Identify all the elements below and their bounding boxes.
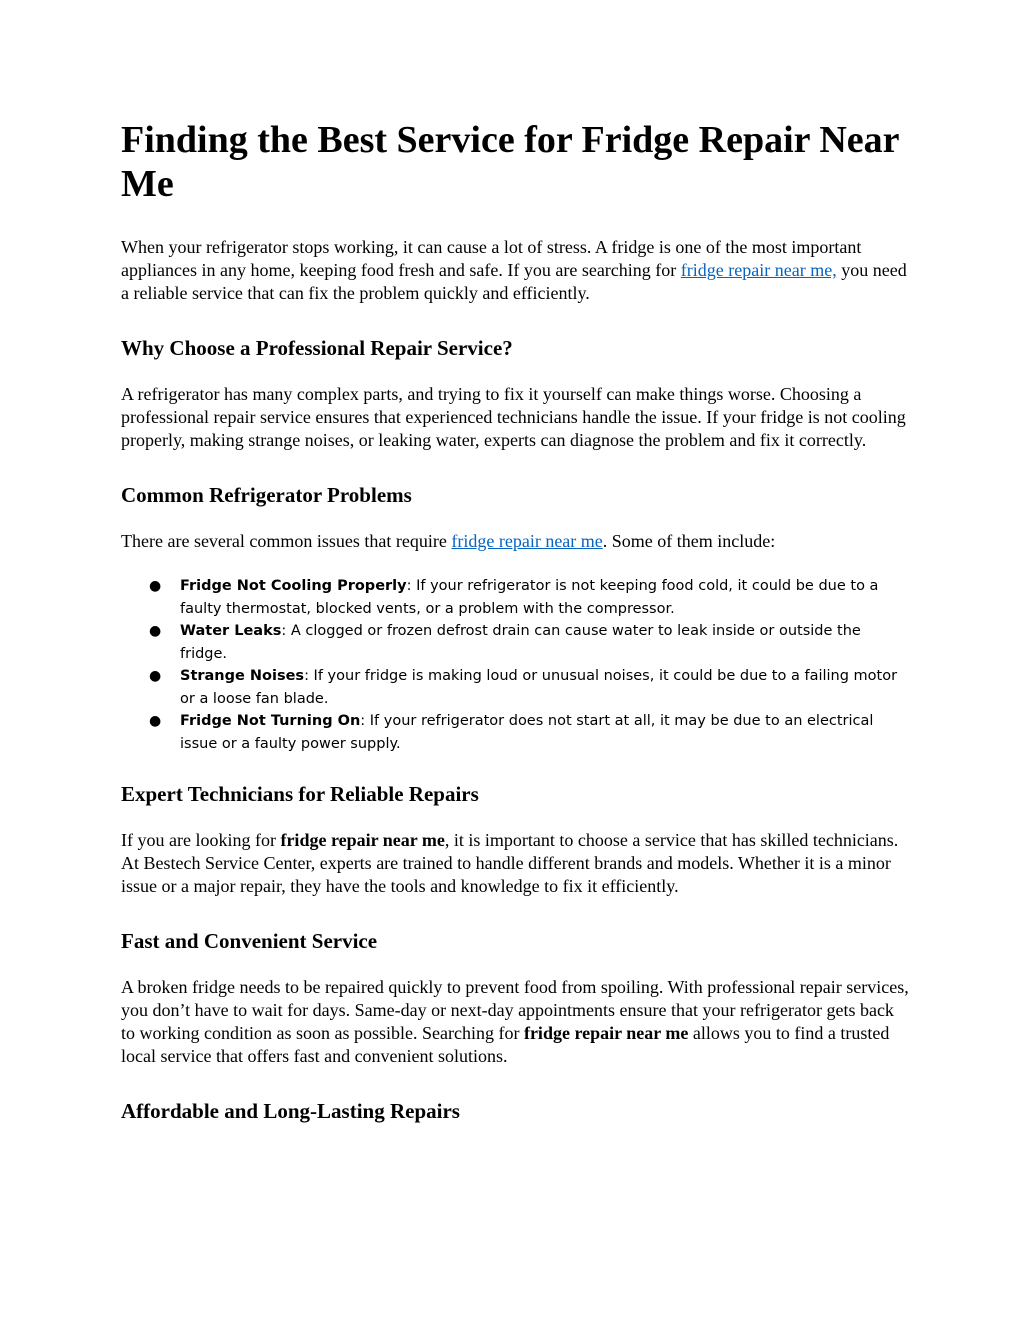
common-problems-intro xyxy=(121,530,911,553)
intro-fridge-repair-link[interactable]: fridge repair near me, xyxy=(680,260,837,280)
expert-paragraph xyxy=(121,829,911,898)
list-item-term: Water Leaks xyxy=(180,623,282,639)
expert-text-end: , it is important to choose a service that has skilled technicians. At Bestech Service Center, experts are trained to handle different brands and models. Whether it is a minor issue or a major repair, they have the tools and knowledge to fix it efficiently. xyxy=(121,830,899,896)
list-item xyxy=(121,665,911,710)
heading-expert-technicians: Expert Technicians for Reliable Repairs xyxy=(121,782,479,806)
fast-text-start: A broken fridge needs to be repaired quickly to prevent food from spoiling. With professional repair services, you don’t have to wait for days. Same-day or next-day appointments ensure that your refrigerator gets back to working condition as soon as possible. Searching for xyxy=(121,977,909,1043)
list-item-term: Fridge Not Cooling Properly xyxy=(180,578,407,594)
common-text-end: . Some of them include: xyxy=(602,531,776,551)
heading-common-problems: Common Refrigerator Problems xyxy=(121,483,412,507)
heading-affordable-repairs: Affordable and Long-Lasting Repairs xyxy=(121,1099,460,1123)
common-fridge-repair-link[interactable]: fridge repair near me xyxy=(451,531,603,551)
why-choose-paragraph: A refrigerator has many complex parts, and trying to fix it yourself can make things worse. Choosing a professional repair service ensures that experienced technicians handle the issue. If your fridge is not cooling properly, making strange noises, or leaking water, experts can diagnose the problem and fix it correctly. xyxy=(121,384,906,450)
common-text-start: There are several common issues that require xyxy=(121,531,452,551)
heading-why-choose: Why Choose a Professional Repair Service? xyxy=(121,336,513,360)
bullet-icon: ● xyxy=(149,713,162,729)
document-page xyxy=(121,118,911,1124)
expert-text-start: If you are looking for xyxy=(121,830,281,850)
fast-text-end: allows you to find a trusted local service that offers fast and convenient solutions. xyxy=(121,1023,890,1066)
expert-bold-keyword: fridge repair near me xyxy=(280,830,445,850)
list-item xyxy=(121,575,911,620)
fast-service-paragraph xyxy=(121,976,911,1068)
fast-bold-keyword: fridge repair near me xyxy=(523,1023,689,1043)
list-item-desc: : If your fridge is making loud or unusual noises, it could be due to a failing motor or a loose fan blade. xyxy=(180,668,898,707)
list-item-desc: : If your refrigerator does not start at all, it may be due to an electrical issue or a faulty power supply. xyxy=(180,713,874,752)
bullet-icon: ● xyxy=(149,623,162,639)
list-item xyxy=(121,620,911,665)
bullet-icon: ● xyxy=(149,578,162,594)
page-title: Finding the Best Service for Fridge Repair Near Me xyxy=(121,119,899,205)
list-item-desc: : If your refrigerator is not keeping food cold, it could be due to a faulty thermostat, blocked vents, or a problem with the compressor. xyxy=(180,578,879,617)
list-item-term: Strange Noises xyxy=(180,668,305,684)
list-item xyxy=(121,710,911,755)
intro-text-end: you need a reliable service that can fix the problem quickly and efficiently. xyxy=(121,260,907,303)
list-item-desc: : A clogged or frozen defrost drain can cause water to leak inside or outside the fridge. xyxy=(180,623,861,662)
problems-list xyxy=(121,575,911,755)
list-item-term: Fridge Not Turning On xyxy=(180,713,361,729)
intro-paragraph xyxy=(121,236,911,305)
bullet-icon: ● xyxy=(149,668,162,684)
heading-fast-service: Fast and Convenient Service xyxy=(121,929,378,953)
intro-text-start: When your refrigerator stops working, it can cause a lot of stress. A fridge is one of the most important appliances in any home, keeping food fresh and safe. If you are searching for xyxy=(121,237,862,280)
